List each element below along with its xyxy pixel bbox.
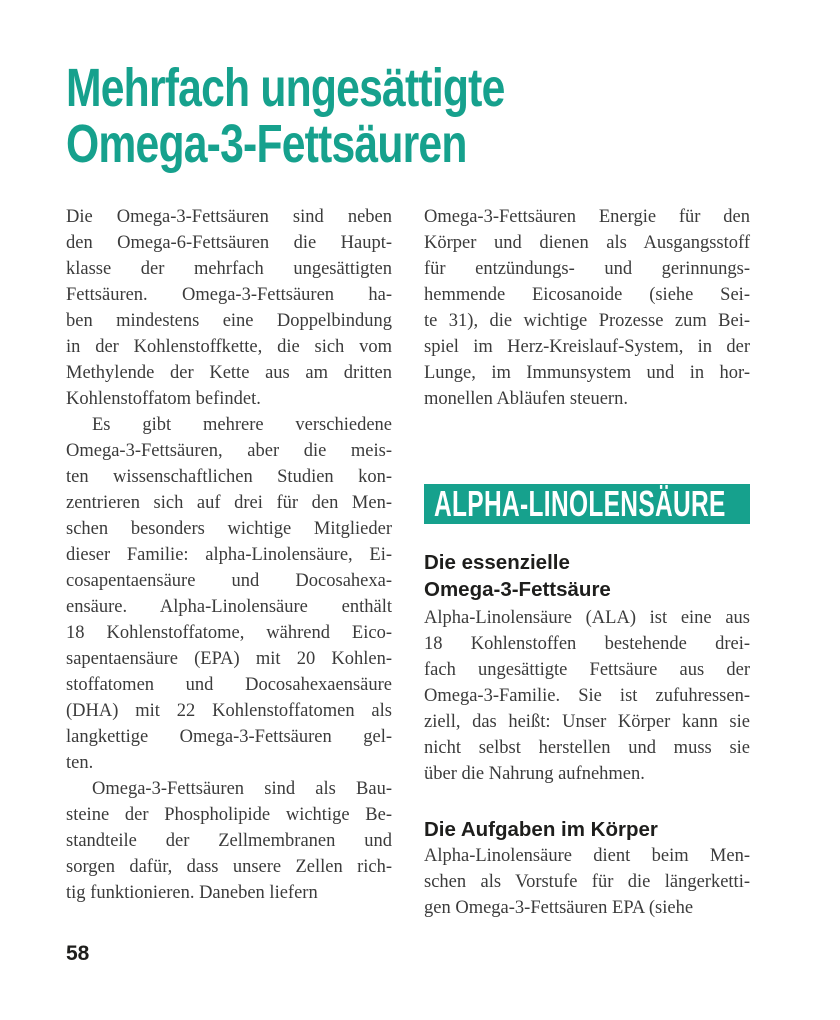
text-line: spiel im Herz-Kreislauf-System, in der [424, 337, 750, 357]
right-intro-paragraph [424, 204, 750, 412]
text-line: ziell, das heißt: Unser Körper kann sie [424, 712, 750, 732]
tasks-paragraph [424, 843, 750, 921]
text-line: Kohlenstoffatom befindet. [66, 389, 261, 409]
text-line: steine der Phospholipide wichtige Be- [66, 805, 392, 825]
text-line: Lunge, im Immunsystem und in hor- [424, 363, 750, 383]
paragraph [424, 843, 750, 921]
text-line: Methylende der Kette aus am dritten [66, 363, 392, 383]
text-line: Omega-3-Fettsäuren sind als Bau- [92, 779, 392, 799]
paragraph [66, 204, 392, 412]
text-line: te 31), die wichtige Prozesse zum Bei- [424, 311, 750, 331]
text-line: tig funktionieren. Daneben liefern [66, 883, 318, 903]
text-line: Omega-3-Fettsäuren, aber die meis- [66, 441, 392, 461]
text-line: Die essenzielle [424, 551, 570, 574]
text-line: Mehrfach ungesättigte [66, 58, 505, 118]
left-column-paragraphs [66, 204, 392, 906]
subhead-essential [424, 549, 750, 603]
text-line: fach ungesättigte Fettsäure aus der [424, 660, 750, 680]
text-line: 18 Kohlenstoffen bestehende drei- [424, 634, 750, 654]
text-line: gen Omega-3-Fettsäuren EPA (siehe [424, 898, 694, 918]
page-number: 58 [66, 942, 90, 965]
text-line: monellen Abläufen steuern. [424, 389, 628, 409]
text-line: nicht selbst herstellen und muss sie [424, 738, 750, 758]
text-line: hemmende Eicosanoide (siehe Sei- [424, 285, 750, 305]
text-line: Fettsäuren. Omega-3-Fettsäuren ha- [66, 285, 392, 305]
section-header-text: ALPHA-LINOLENSÄURE [434, 484, 726, 524]
ala-paragraph [424, 605, 750, 787]
text-line: in der Kohlenstoffkette, die sich vom [66, 337, 392, 357]
text-line: langkettige Omega-3-Fettsäuren gel- [66, 727, 392, 747]
text-line: klasse der mehrfach ungesättigten [66, 259, 392, 279]
text-line: über die Nahrung aufnehmen. [424, 764, 645, 784]
text-line: Omega-3-Fettsäuren Energie für den [424, 207, 750, 227]
text-line: Körper und dienen als Ausgangsstoff [424, 233, 750, 253]
text-line: sorgen dafür, dass unsere Zellen rich- [66, 857, 392, 877]
text-line: 18 Kohlenstoffatome, während Eico- [66, 623, 392, 643]
text-line: für entzündungs- und gerinnungs- [424, 259, 750, 279]
right-column [424, 204, 750, 921]
paragraph [66, 776, 392, 906]
text-line: den Omega-6-Fettsäuren die Haupt- [66, 233, 392, 253]
text-line: Omega-3-Fettsäuren [66, 114, 467, 174]
text-line: zentrieren sich auf drei für den Men- [66, 493, 392, 513]
text-line: Alpha-Linolensäure dient beim Men- [424, 846, 750, 866]
text-line: Omega-3-Fettsäure [424, 578, 611, 601]
paragraph [424, 204, 750, 412]
subhead-tasks: Die Aufgaben im Körper [424, 818, 658, 841]
text-line: stoffatomen und Docosahexaensäure [66, 675, 392, 695]
text-line: standteile der Zellmembranen und [66, 831, 392, 851]
text-line: ben mindestens eine Doppelbindung [66, 311, 392, 331]
text-line: Alpha-Linolensäure (ALA) ist eine aus [424, 608, 750, 628]
text-line: ten. [66, 753, 94, 773]
text-line: sapentaensäure (EPA) mit 20 Kohlen- [66, 649, 392, 669]
text-line: cosapentaensäure und Docosahexa- [66, 571, 392, 591]
text-line: (DHA) mit 22 Kohlenstoffatomen als [66, 701, 392, 721]
text-line: ten wissenschaftlichen Studien kon- [66, 467, 392, 487]
page-title [66, 60, 505, 172]
text-line: schen besonders wichtige Mitglieder [66, 519, 392, 539]
text-line: Omega-3-Familie. Sie ist zufuhressen- [424, 686, 750, 706]
text-line: Die Omega-3-Fettsäuren sind neben [66, 207, 392, 227]
text-line: schen als Vorstufe für die längerketti- [424, 872, 750, 892]
paragraph [66, 412, 392, 776]
left-column [66, 204, 392, 906]
text-line: dieser Familie: alpha-Linolensäure, Ei- [66, 545, 392, 565]
text-line: ensäure. Alpha-Linolensäure enthält [66, 597, 392, 617]
text-line: Es gibt mehrere verschiedene [92, 415, 392, 435]
section-header-banner [424, 484, 750, 524]
paragraph [424, 605, 750, 787]
